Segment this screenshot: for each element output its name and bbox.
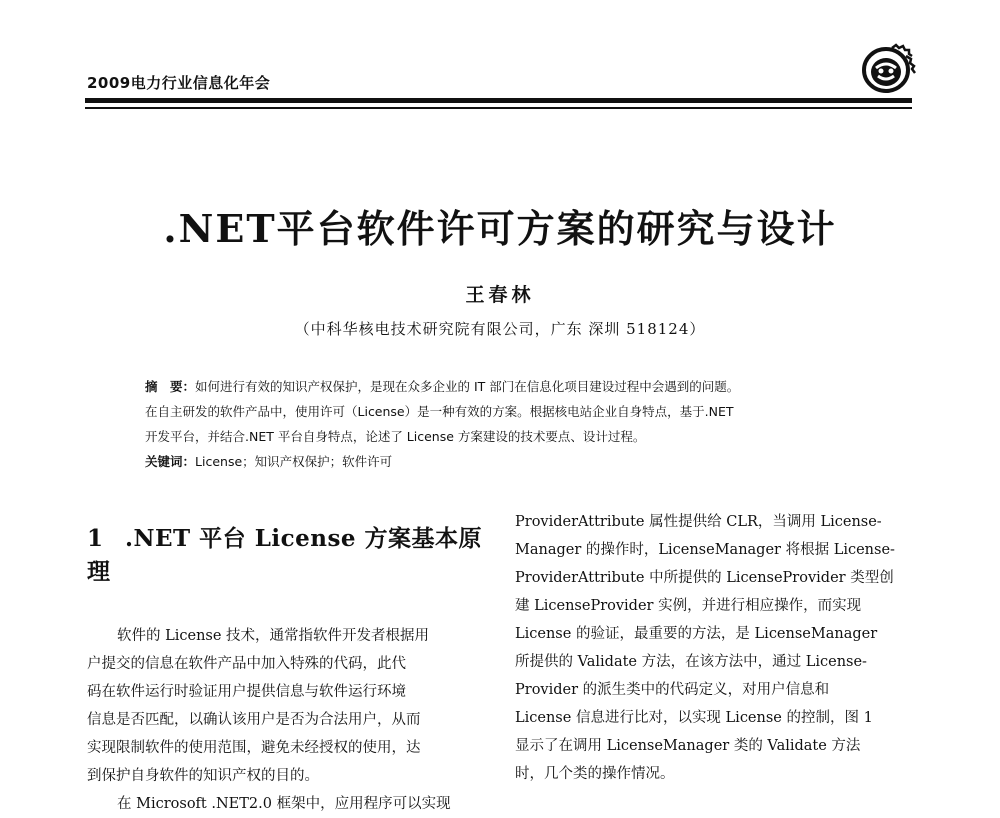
- conference-logo-icon: [858, 42, 916, 94]
- abstract-line: 摘 要：如何进行有效的知识产权保护，是现在众多企业的 IT 部门在信息化项目建设过程中会遇到的问题。: [145, 379, 740, 394]
- abstract-line: 在自主研发的软件产品中，使用许可（License）是一种有效的方案。根据核电站企业自身特点，基于.NET: [145, 404, 734, 419]
- section-number: 1: [87, 525, 104, 552]
- keywords: License；知识产权保护；软件许可: [195, 454, 393, 469]
- body-paragraph: 软件的 License 技术，通常指软件开发者根据用 户提交的信息在软件产品中加入特殊的代码，此代 码在软件运行时验证用户提供信息与软件运行环境 信息是否匹配，以确认该用户是否为合法用户，从而 实现限制软件的使用范围，避免未经授权的使用，达 到保护自身软件的知识产权的目的。 在 Microsoft .NET2.0 框架中，应用程序可以实现: [87, 628, 451, 812]
- section-heading: [87, 520, 497, 586]
- author-name: 王春林: [465, 284, 535, 306]
- header-rule-thin: [85, 107, 912, 109]
- abstract-block: [145, 374, 875, 474]
- author-affiliation: （中科华核电技术研究院有限公司，广东 深圳 518124）: [294, 320, 706, 338]
- keywords-line: [145, 449, 875, 474]
- abstract-label: 摘 要：: [145, 379, 196, 394]
- running-head: 2009电力行业信息化年会: [87, 74, 271, 92]
- paper-title: .NET平台软件许可方案的研究与设计: [163, 206, 837, 251]
- body-paragraph: ProviderAttribute 属性提供给 CLR，当调用 License- Manager 的操作时，LicenseManager 将根据 License- ProviderAttribute 中所提供的 LicenseProvider 类型创 建 LicenseProvider 实例，并进行相应操作，而实现 License 的验证，最重要的方法，是 LicenseManager 所提供的 Validate 方法，在该方法中，通过 License- Provider 的派生类中的代码定义，对用户信息和 License 信息进行比对，以实现 License 的控制，图 1 显示了在调用 LicenseManager 类的 Validate 方法 时，几个类的操作情况。: [515, 514, 895, 782]
- right-column: [515, 508, 915, 788]
- header-rule-thick: [85, 98, 912, 103]
- section-title: .NET 平台 License 方案基本原理: [87, 525, 483, 585]
- keywords-label: 关键词：: [145, 454, 196, 469]
- abstract-line: 开发平台，并结合.NET 平台自身特点，论述了 License 方案建设的技术要点、设计过程。: [145, 429, 646, 444]
- left-column: [87, 520, 497, 818]
